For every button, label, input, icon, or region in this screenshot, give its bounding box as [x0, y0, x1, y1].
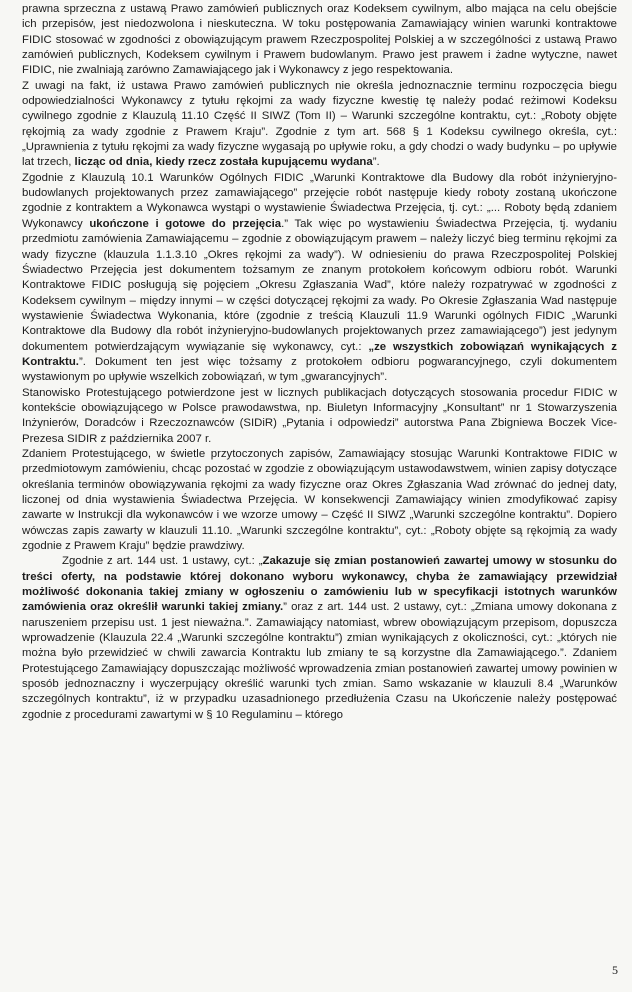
text-run: Zgodnie z Klauzulą 10.1 Warunków Ogólnych FIDIC „Warunki Kontraktowe dla Budowy dla robót inżynieryjno-budowlanych projektowanych przez zamawiającego” przejęcie robót następuje kiedy roboty zostaną ukończone zgodnie z kontraktem a Wykonawca wystąpi o wystawienie Świadectwa Przejęcia, tj. cyt.: „... Roboty będą zdaniem Wykonawcy	[22, 171, 617, 230]
text-run: .” Tak więc po wystawieniu Świadectwa Przejęcia, tj. wydaniu przedmiotu zamówienia Zamawiającemu – zgodnie z obowiązującym prawem – należy liczyć bieg terminu rękojmi za wady fizyczne (klauzula 1.1.3.10 „Okres rękojmi za wady”). W odniesieniu do prawa Rzeczpospolitej Polskiej Świadectwo Przejęcia jest dokumentem tożsamym ze znanym protokołem końcowym odbioru robót. Warunki Kontraktowe FIDIC posługują się pojęciem „Okresu Zgłaszania Wad”, które należy rozpatrywać w zgodności z Kodeksem cywilnym – między innymi – w części dotyczącej rękojmi za wady. Po Okresie Zgłaszania Wad następuje wystawienie Świadectwa Wykonania, które (zgodnie z treścią Klauzuli 11.9 Warunki ogólnych FIDIC „Warunki Kontraktowe dla Budowy dla robót inżynieryjno-budowlanych projektowanych przez zamawiającego”) jest jedynym dokumentem potwierdzającym wywiązanie się wykonawcy, cyt.:	[22, 217, 617, 353]
text-run: Z uwagi na fakt, iż ustawa Prawo zamówień publicznych nie określa jednoznacznie terminu rozpoczęcia biegu odpowiedzialności Wykonawcy z tytułu rękojmi za wady fizyczne kwestię tę należy podać reżimowi Kodeksu cywilnego zgodnie z Klauzulą 11.10 Część II SIWZ (Tom II) – Warunki szczególne kontraktu, cyt.: „Roboty objęte rękojmią za wady zgodnie z Prawem Kraju”. Zgodnie z tym art. 568 § 1 Kodeksu cywilnego określa, cyt.: „Uprawnienia z tytułu rękojmi za wady fizyczne wygasają po upływie roku, a gdy chodzi o wady budynku – po upływie lat trzech,	[22, 79, 617, 169]
text-run: Zgodnie z art. 144 ust. 1 ustawy, cyt.: „	[62, 555, 263, 568]
text-run: ” oraz z art. 144 ust. 2 ustawy, cyt.: „Zmiana umowy dokonana z naruszeniem przepisu ust. 1 jest nieważna.”. Zamawiający natomiast, wbrew obowiązującym przepisom, dopuszcza wprowadzenie (Klauzula 22.4 „Warunki szczególne kontraktu”) zmian wynikających z okoliczności, cyt.: „których nie można było przewidzieć w chwili zawarcia Kontraktu lub zmiany te są korzystne dla Zamawiającego.”. Zdaniem Protestującego Zamawiający dopuszczając możliwość wprowadzenia zmian postanowień zawartej umowy powinien w sposób jednoznaczny i wyczerpujący określić warunki tych zmian. Samo wskazanie w klauzuli 8.4 „Warunków szczególnych kontraktu”, iż w przypadku uzasadnionego przedłużenia Czasu na Ukończenie należy postępować zgodnie z procedurami zawartymi w § 10 Regulaminu – którego	[22, 601, 618, 721]
bold-text: licząc od dnia, kiedy rzecz została kupującemu wydana	[74, 156, 373, 169]
paragraph	[22, 171, 617, 386]
paragraph	[22, 447, 617, 554]
document-body	[22, 2, 617, 723]
page-number: 5	[612, 963, 618, 977]
text-run: ”.	[372, 156, 380, 169]
bold-text: Zakazuje się zmian postanowień zawartej umowy w stosunku do treści oferty, na podstawie której dokonano wyboru wykonawcy, chyba że zamawiający przewidział możliwość dokonania takiej zmiany w ogłoszeniu o zamówieniu lub w specyfikacji istotnych warunków zamówienia oraz określił warunki takiej zmiany.	[22, 555, 617, 614]
bold-text: „ze wszystkich zobowiązań wynikających z Kontraktu.	[22, 340, 617, 368]
bold-text: ukończone i gotowe do przejęcia	[89, 217, 282, 230]
paragraph	[22, 386, 617, 447]
text-run: ”. Dokument ten jest więc tożsamy z protokołem odbioru pogwarancyjnego, czyli dokumentem wystawionym po upływie wszelkich zobowiązań, w tym „gwarancyjnych”.	[22, 355, 617, 384]
paragraph	[22, 79, 617, 171]
paragraph	[22, 2, 617, 79]
text-run: prawna sprzeczna z ustawą Prawo zamówień publicznych oraz Kodeksem cywilnym, albo mająca na celu obejście ich przepisów, jest niedozwolona i nieskuteczna. W toku postępowania Zamawiający winien warunki kontraktowe FIDIC stosować w zgodności z obowiązującym prawem Rzeczpospolitej Polskiej a w szczególności z ustawą Prawo zamówień publicznych, Kodeksem cywilnym i Prawem budowlanym. Prawo jest prawem i żadne wytyczne, nawet FIDIC, nie zwalniają zarówno Zamawiającego jak i Wykonawcy z jego respektowania.	[22, 3, 617, 77]
paragraph	[22, 554, 617, 723]
text-run: Zdaniem Protestującego, w świetle przytoczonych zapisów, Zamawiający stosując Warunki Kontraktowe FIDIC w przedmiotowym zamówieniu, chcąc pozostać w zgodzie z obowiązującym ustawodawstwem, winien zapisy dotyczące określania terminów obowiązywania rękojmi za wady fizyczne oraz Okres Zgłaszania Wad zrównać do jednej daty, liczonej od dnia wystawienia Świadectwa Przejęcia. W konsekwencji Zamawiający winien zmodyfikować zapisy zawarte w Instrukcji dla wykonawców i we wzorze umowy – Część II SIWZ „Warunki szczególne kontraktu”. Dopiero wówczas zapis zawarty w klauzuli 11.10. „Warunki szczególne kontraktu”, cyt.: „Roboty objęte są rękojmią za wady zgodnie z Prawem Kraju” będzie prawdziwy.	[22, 447, 617, 553]
text-run: Stanowisko Protestującego potwierdzone jest w licznych publikacjach dotyczących stosowania procedur FIDIC w kontekście obowiązującego w Polsce prawodawstwa, np. Biuletyn Informacyjny „Konsultant” nr 1 Stowarzyszenia Inżynierów, Doradców i Rzeczoznawców (SIDiR) „Pytania i odpowiedzi” autorstwa Pana Zbigniewa Boczek Vice-Prezesa SIDIR z października 2007 r.	[22, 386, 617, 445]
